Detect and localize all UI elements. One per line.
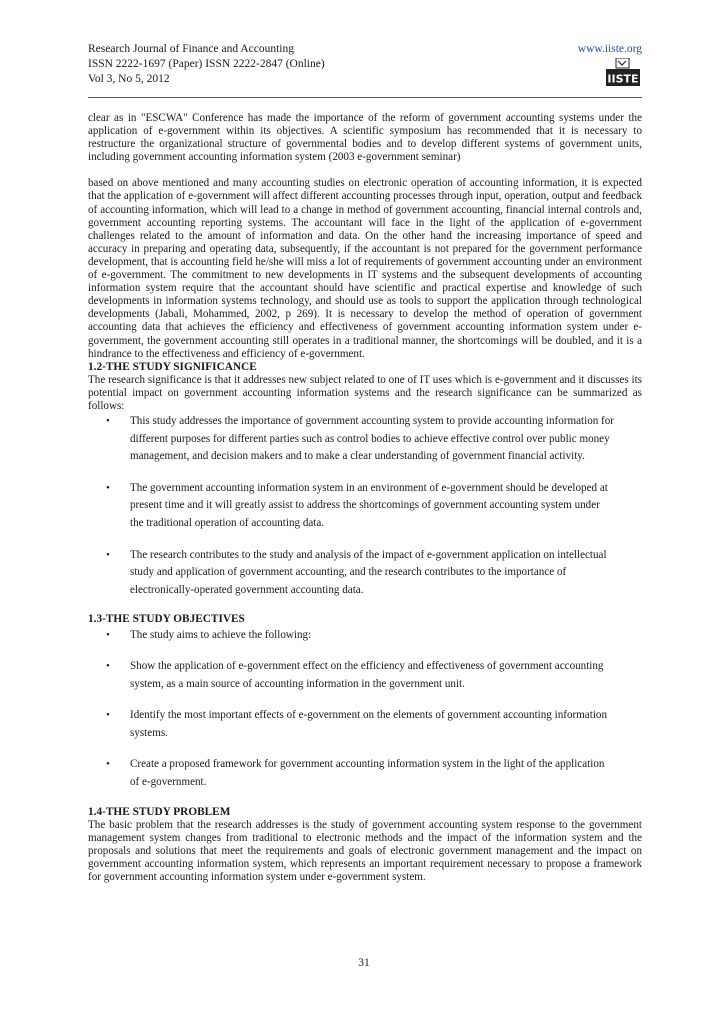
list-item: • Show the application of e-government effect on the efficiency and effectiveness of government accounting system, as a main source of accounting information in the government unit. (106, 660, 604, 690)
list-item: • The government accounting information system in an environment of e-government should be developed at present time and it will greatly assist to address the shortcomings of government accounting system under the traditional operation of accounting data. (106, 481, 608, 530)
logo-text: IISTE (607, 72, 639, 86)
objectives-list (88, 627, 642, 792)
iiste-logo-icon (606, 58, 640, 92)
paragraph-expectations: based on above mentioned and many accounting studies on electronic operation of accounting information, it is expected that the application of e-government will affect different accounting processes through input, operation, output and feedback of accounting information, which will lead to a change in method of government accounting, financial internal controls and, government accounting reporting systems. The accountant will face in the light of the application of e-government challenges related to the amount of information and data. On the other hand the increasing importance of speed and accuracy in preparing and operating data, subsequently, if the accountant is not prepared for the government performance development, that is accounting field he/she will miss a lot of requirements of government accounting under an environment of e-government. The commitment to new developments in IT systems and the subsequent developments of accounting information system require that the accountant should have scientific and practical expertise and knowledge of such developments in information systems technology, and should use as tools to support the application through technological developments (Jabali, Mohammed, 2002, p 269). It is necessary to develop the method of operation of government accounting data that achieves the efficiency and effectiveness of government accounting information system under e-government, the government accounting still operates in a traditional manner, the shortcomings will be doubled, and it is a hindrance to the effectiveness and efficiency of e-government. (88, 177, 642, 360)
header-rule (88, 97, 642, 98)
bullet-icon: • (106, 548, 110, 561)
paper-page (88, 42, 642, 884)
list-item: • The study aims to achieve the following: (88, 627, 642, 645)
list-item: • Create a proposed framework for government accounting information system in the light of the application of e-government. (106, 758, 605, 789)
journal-header (88, 42, 642, 100)
list-item: • The research contributes to the study and analysis of the impact of e-government application on intellectual study and application of government accounting, and the research contributes to the importance of electronically-operated government accounting data. (106, 548, 607, 596)
list-item: • Identify the most important effects of e-government on the elements of government accounting information systems. (106, 709, 607, 739)
article-body (88, 112, 642, 884)
bullet-icon: • (106, 415, 110, 428)
bullet-icon: • (106, 628, 110, 641)
problem-paragraph: The basic problem that the research addresses is the study of government accounting system response to the government management system changes from traditional to electronic methods and the impact of the information system and the proposals and solutions that meet the requirements and goals of electronic government management and the impact on government accounting information system, which represents an important requirement necessary to propose a framework for government accounting information system under e-government system. (88, 818, 642, 884)
heading-study-problem: 1.4-THE STUDY PROBLEM (88, 805, 231, 818)
significance-list (88, 413, 642, 599)
journal-name: Research Journal of Finance and Accounting (88, 43, 294, 55)
paragraph-escwa: clear as in "ESCWA" Conference has made the importance of the reform of government accounting systems under the application of e-government within its objectives. A scientific symposium has recommended that it is necessary to restructure the organizational structure of governmental bodies and to develop different systems of government units, including government accounting information system (2003 e-government seminar) (88, 112, 642, 164)
bullet-icon: • (106, 481, 110, 494)
bullet-icon: • (106, 709, 110, 722)
list-item: • This study addresses the importance of government accounting system to provide accounting information for different purposes for different parties such as control bodies to achieve effective control over public money management, and decision makers and to make a clear understanding of government financial activity. (106, 415, 614, 463)
heading-study-objectives: 1.3-THE STUDY OBJECTIVES (88, 613, 245, 626)
journal-url-link[interactable]: www.iiste.org (577, 43, 642, 55)
heading-study-significance: 1.2-THE STUDY SIGNIFICANCE (88, 360, 257, 373)
bullet-icon: • (106, 660, 110, 673)
volume-line: Vol 3, No 5, 2012 (88, 73, 170, 85)
issn-line: ISSN 2222-1697 (Paper) ISSN 2222-2847 (Online) (88, 58, 325, 70)
page-number: 31 (358, 957, 370, 969)
bullet-icon: • (106, 758, 110, 771)
significance-intro: The research significance is that it addresses new subject related to one of IT uses which is e-government and it discusses its potential impact on government accounting information systems and the research significance can be summarized as follows: (88, 373, 642, 412)
